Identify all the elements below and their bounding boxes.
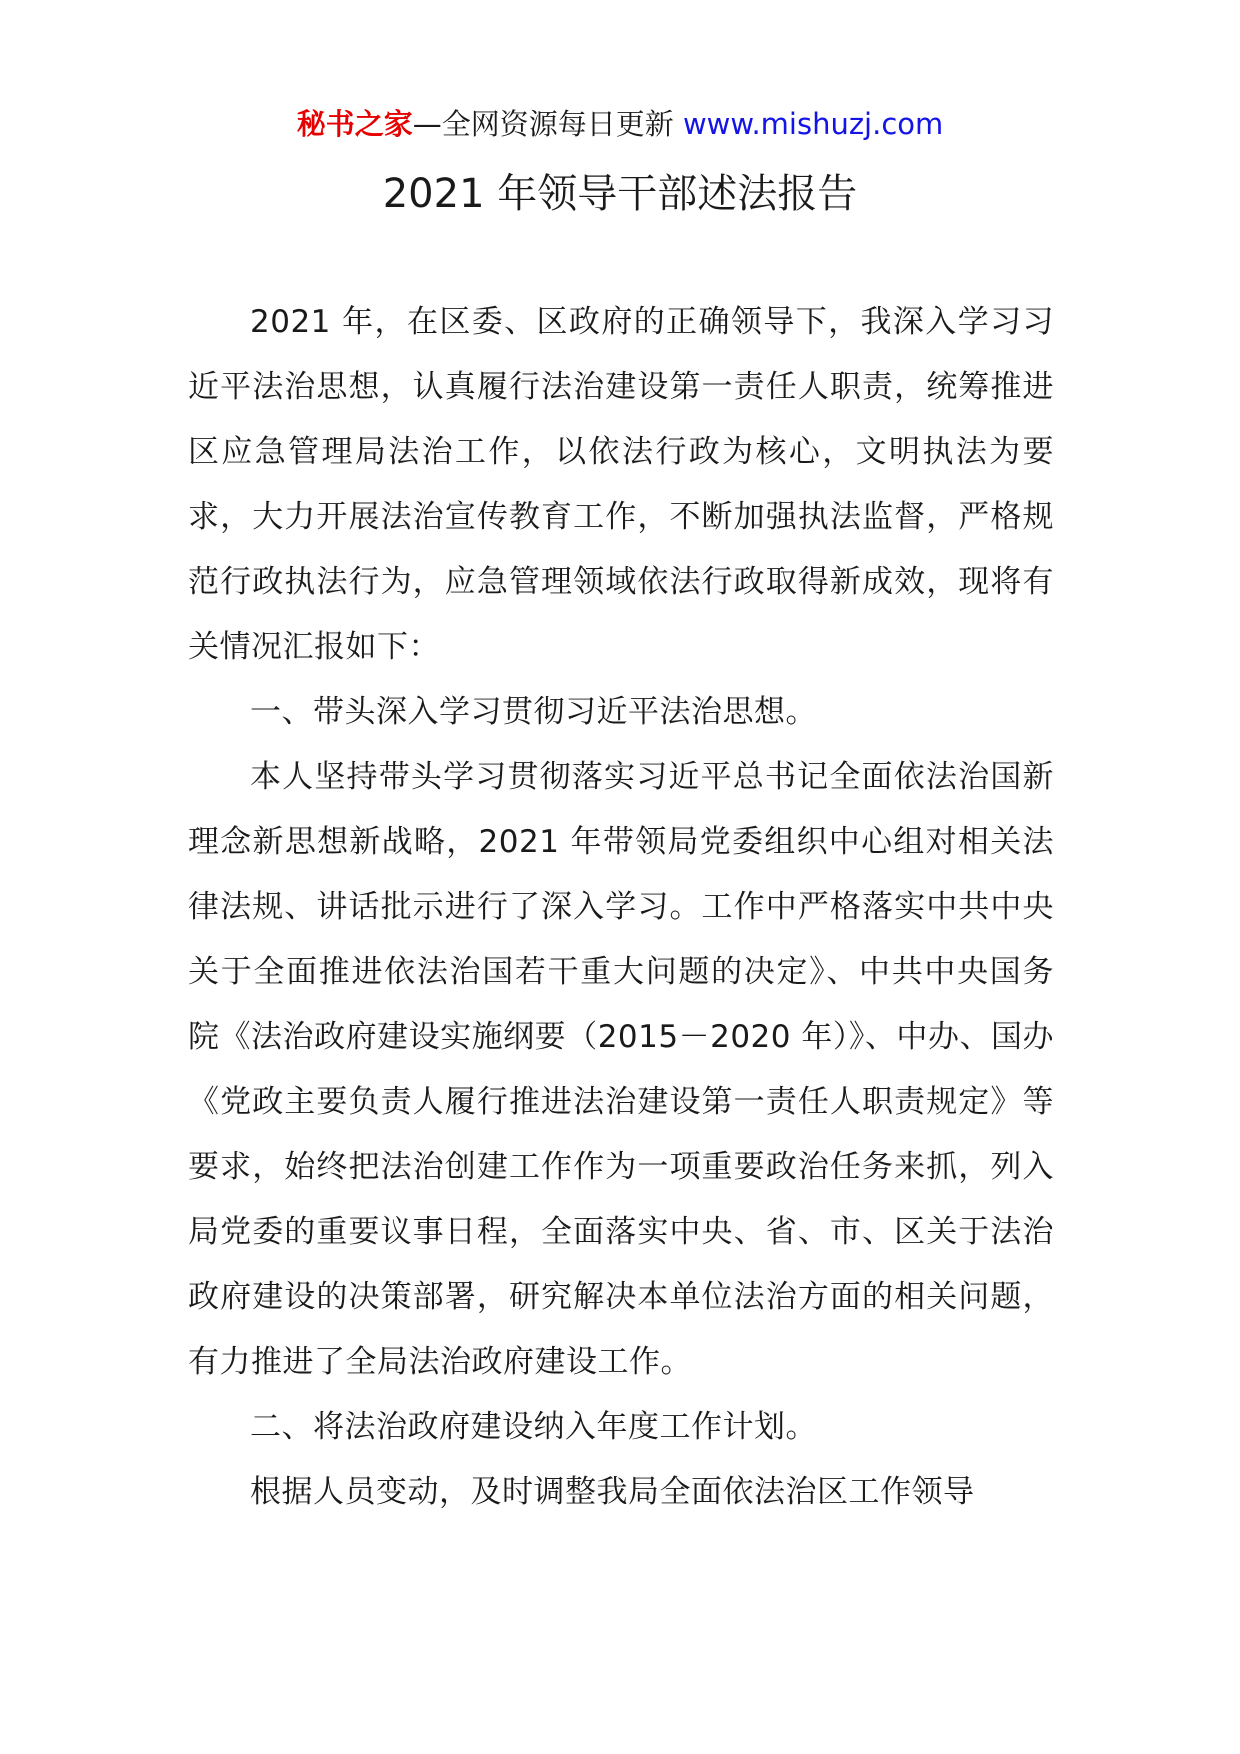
document-body bbox=[188, 290, 1054, 1525]
section-heading-1: 一、带头深入学习贯彻习近平法治思想。 bbox=[250, 694, 817, 730]
watermark-header bbox=[0, 104, 1240, 144]
brand-name: 秘书之家 bbox=[296, 107, 413, 141]
section-2-paragraph: 根据人员变动，及时调整我局全面依法治区工作领导 bbox=[250, 1474, 975, 1510]
header-tagline: —全网资源每日更新 bbox=[412, 107, 683, 141]
site-url-link[interactable]: www.mishuzj.com bbox=[682, 107, 944, 141]
intro-paragraph: 2021 年，在区委、区政府的正确领导下，我深入学习习近平法治思想，认真履行法治建设第一责任人职责，统筹推进区应急管理局法治工作，以依法行政为核心，文明执法为要求，大力开展法治宣传教育工作，不断加强执法监督，严格规范行政执法行为，应急管理领域依法行政取得新成效，现将有关情况汇报如下： bbox=[188, 304, 1054, 665]
section-heading-2: 二、将法治政府建设纳入年度工作计划。 bbox=[250, 1409, 817, 1445]
section-1-paragraph: 本人坚持带头学习贯彻落实习近平总书记全面依法治国新理念新思想新战略，2021 年带领局党委组织中心组对相关法律法规、讲话批示进行了深入学习。工作中严格落实中共中央关于全面推进依法治国若干重大问题的决定》、中共中央国务院《法治政府建设实施纲要（2015－2020 年）》、中办、国办《党政主要负责人履行推进法治建设第一责任人职责规定》等要求，始终把法治创建工作作为一项重要政治任务来抓，列入局党委的重要议事日程，全面落实中央、省、市、区关于法治政府建设的决策部署，研究解决本单位法治方面的相关问题，有力推进了全局法治政府建设工作。 bbox=[188, 759, 1054, 1380]
document-title: 2021 年领导干部述法报告 bbox=[382, 171, 858, 217]
